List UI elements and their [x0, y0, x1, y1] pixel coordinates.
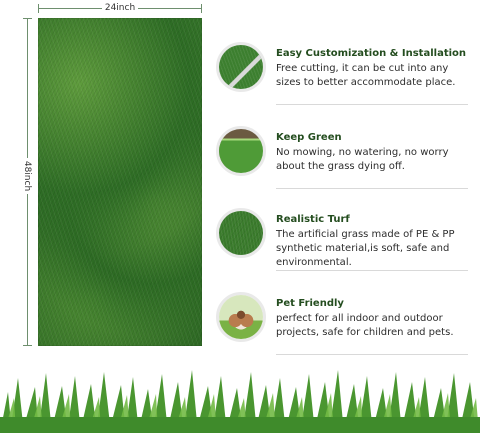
feature-description: No mowing, no watering, no worry about the grass dying off. [276, 147, 449, 172]
turf-closeup-icon [219, 211, 263, 255]
height-dimension-label: 48inch [19, 158, 35, 194]
feature-divider [276, 188, 468, 189]
dog-image [216, 292, 266, 342]
feature-realistic-turf [210, 208, 460, 282]
feature-title: Pet Friendly [276, 298, 344, 309]
bottom-grass-border [0, 358, 480, 433]
feature-divider [276, 270, 468, 271]
dog-icon [219, 295, 263, 339]
artificial-grass-panel [38, 18, 202, 346]
feature-divider [276, 354, 468, 355]
feature-title: Realistic Turf [276, 214, 350, 225]
feature-title: Easy Customization & Installation [276, 48, 467, 59]
cutting-grass-image [216, 42, 266, 92]
cutting-grass-icon [219, 45, 263, 89]
feature-pet-friendly [210, 292, 460, 366]
turf-closeup-image [216, 208, 266, 258]
feature-keep-green [210, 126, 460, 200]
green-lawn-image [216, 126, 266, 176]
feature-divider [276, 104, 468, 105]
feature-easy-customization [210, 42, 467, 116]
width-dimension-label: 24inch [102, 0, 138, 16]
feature-description: Free cutting, it can be cut into any sizes to better accommodate place. [276, 63, 456, 88]
green-lawn-icon [219, 129, 263, 173]
feature-description: perfect for all indoor and outdoor projects, safe for children and pets. [276, 313, 454, 338]
grass-blades-illustration [0, 358, 480, 433]
feature-title: Keep Green [276, 132, 342, 143]
feature-description: The artificial grass made of PE & PP synthetic material,is soft, safe and environmental. [276, 229, 455, 268]
